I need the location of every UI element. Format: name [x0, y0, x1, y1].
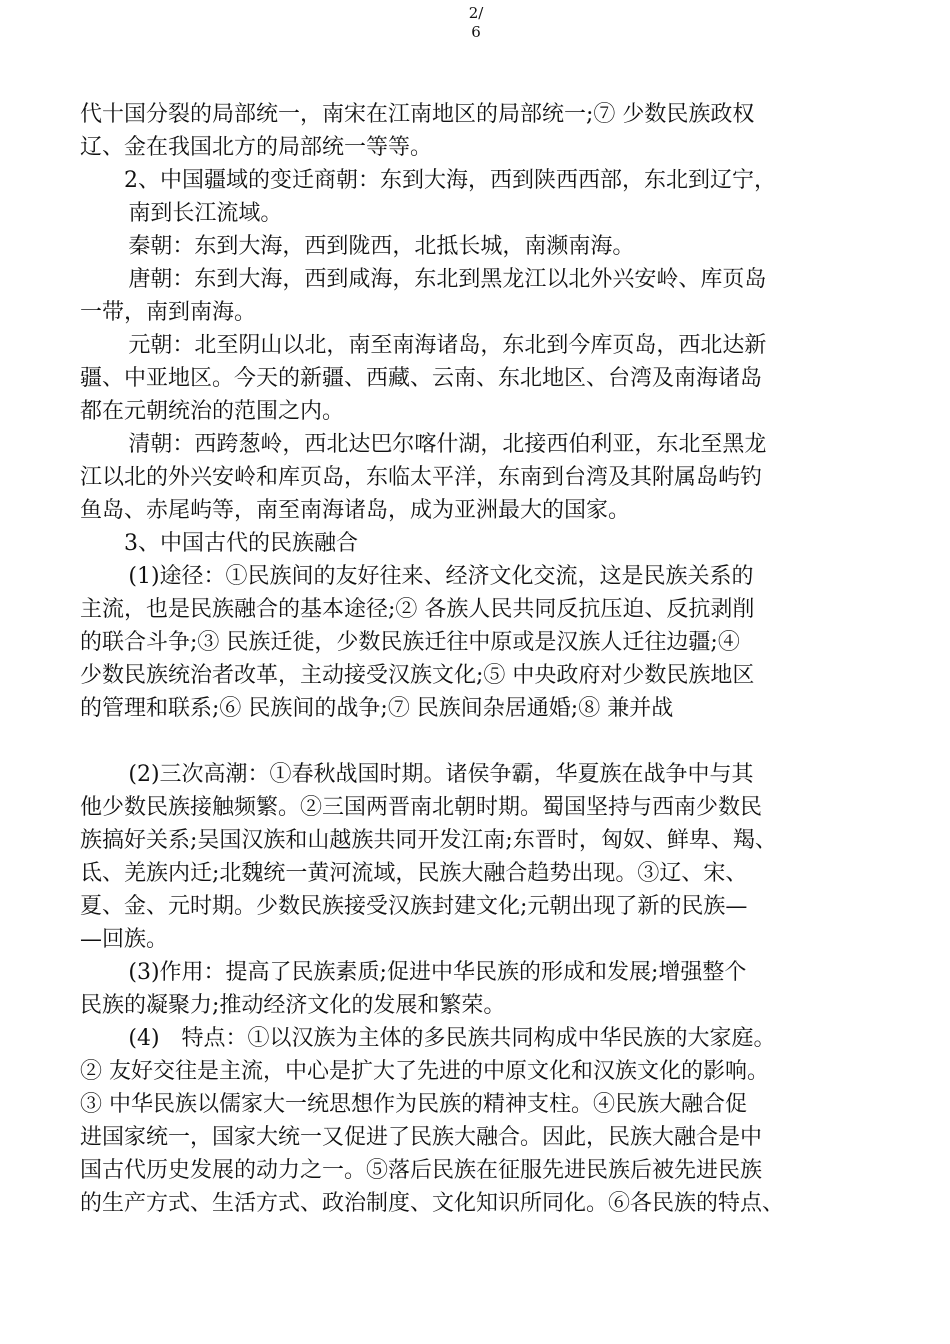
page-number-total: 6 [471, 23, 481, 41]
text-line: 江以北的外兴安岭和库页岛，东临太平洋，东南到台湾及其附属岛屿钓 [80, 465, 763, 490]
text-line: 的生产方式、生活方式、政治制度、文化知识所同化。⑥各民族的特点、 [80, 1191, 785, 1216]
blank-line [80, 725, 880, 758]
text-line: 代十国分裂的局部统一，南宋在江南地区的局部统一;⑦ 少数民族政权 [80, 102, 755, 127]
text-line: 的联合斗争;③ 民族迁徙，少数民族迁往中原或是汉族人迁往边疆;④ [80, 630, 740, 655]
text-line: 鱼岛、赤尾屿等，南至南海诸岛，成为亚洲最大的国家。 [80, 498, 631, 523]
text-line: 唐朝：东到大海，西到咸海，东北到黑龙江以北外兴安岭、库页岛 [128, 267, 767, 292]
text-line: 的管理和联系;⑥ 民族间的战争;⑦ 民族间杂居通婚;⑧ 兼并战 [80, 696, 674, 721]
text-line: 氐、羌族内迁;北魏统一黄河流域，民族大融合趋势出现。③辽、宋、 [80, 861, 748, 886]
text-line: 进国家统一，国家大统一又促进了民族大融合。因此，民族大融合是中 [80, 1125, 763, 1150]
text-line: 国古代历史发展的动力之一。⑤落后民族在征服先进民族后被先进民族 [80, 1158, 763, 1183]
text-line: 他少数民族接触频繁。②三国两晋南北朝时期。蜀国坚持与西南少数民 [80, 795, 763, 820]
text-line: (3)作用：提高了民族素质;促进中华民族的形成和发展;增强整个 [128, 960, 747, 985]
text-line: 秦朝：东到大海，西到陇西，北抵长城，南濒南海。 [128, 234, 635, 259]
text-line: 疆、中亚地区。今天的新疆、西藏、云南、东北地区、台湾及南海诸岛 [80, 366, 763, 391]
text-line: 都在元朝统治的范围之内。 [80, 399, 345, 424]
text-line: 主流，也是民族融合的基本途径;② 各族人民共同反抗压迫、反抗剥削 [80, 597, 755, 622]
page-number-current: 2/ [468, 4, 484, 22]
text-line: 少数民族统治者改革，主动接受汉族文化;⑤ 中央政府对少数民族地区 [80, 663, 755, 688]
text-line: 一带，南到南海。 [80, 300, 257, 325]
text-line: 南到长江流域。 [128, 201, 283, 226]
document-body [80, 98, 880, 1220]
text-line: (2)三次高潮：①春秋战国时期。诸侯争霸，华夏族在战争中与其 [128, 762, 754, 787]
text-line: 清朝：西跨葱岭，西北达巴尔喀什湖，北接西伯利亚，东北至黑龙 [128, 432, 767, 457]
text-line: (4) 特点：①以汉族为主体的多民族共同构成中华民族的大家庭。 [128, 1026, 776, 1051]
text-line: (1)途径：①民族间的友好往来、经济文化交流，这是民族关系的 [128, 564, 754, 589]
page-number [461, 4, 491, 42]
text-line: 2、中国疆域的变迁商朝：东到大海，西到陕西西部，东北到辽宁， [124, 168, 776, 193]
text-line: 族搞好关系;吴国汉族和山越族共同开发江南;东晋时，匈奴、鲜卑、羯、 [80, 828, 777, 853]
text-line: ② 友好交往是主流，中心是扩大了先进的中原文化和汉族文化的影响。 [80, 1059, 769, 1084]
text-line: 3、中国古代的民族融合 [124, 531, 358, 556]
text-line: —回族。 [80, 927, 169, 952]
text-line: ③ 中华民族以儒家大一统思想作为民族的精神支柱。④民族大融合促 [80, 1092, 747, 1117]
text-line: 夏、金、元时期。少数民族接受汉族封建文化;元朝出现了新的民族— [80, 894, 748, 919]
text-line: 元朝：北至阴山以北，南至南海诸岛，东北到今库页岛，西北达新 [128, 333, 767, 358]
text-line: 辽、金在我国北方的局部统一等等。 [80, 135, 433, 160]
text-line: 民族的凝聚力;推动经济文化的发展和繁荣。 [80, 993, 506, 1018]
